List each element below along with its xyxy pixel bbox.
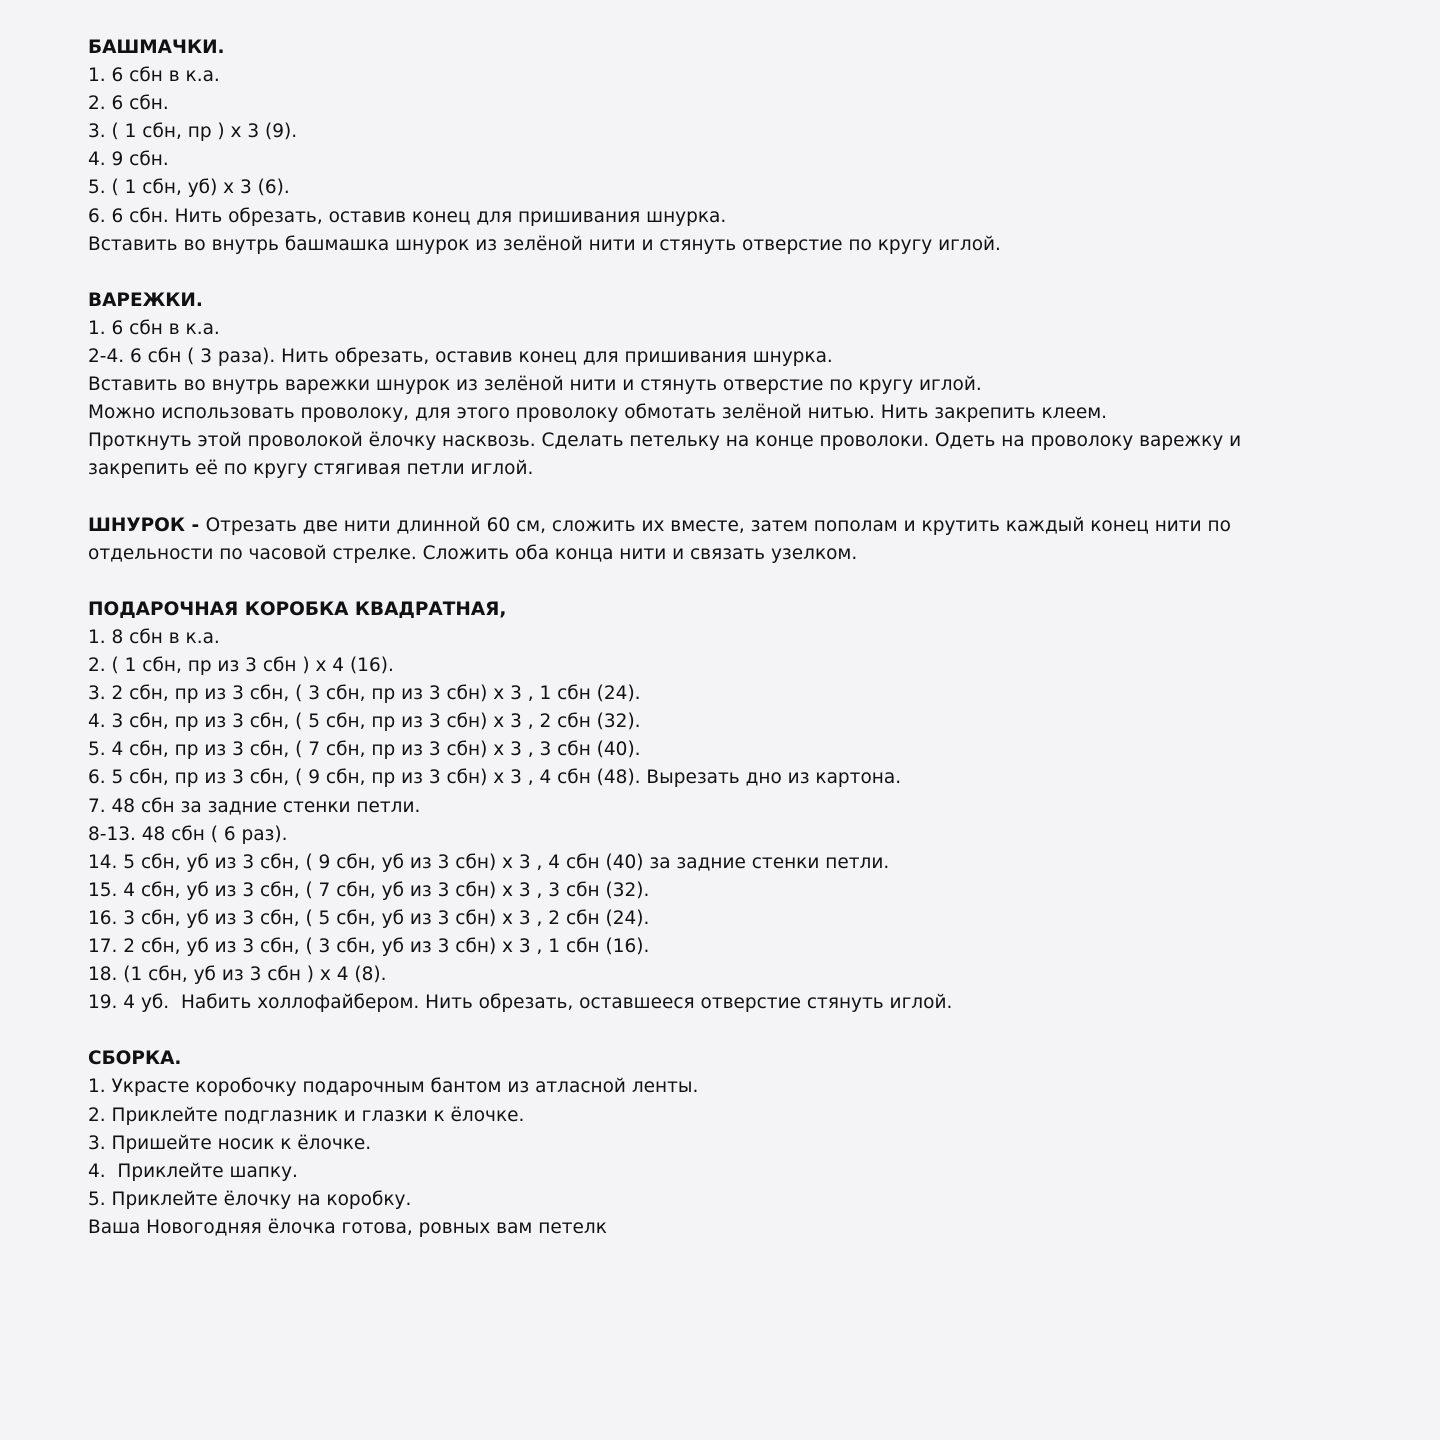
gift-box-line: 15. 4 сбн, уб из 3 сбн, ( 7 сбн, уб из 3 сбн) х 3 , 3 сбн (32). xyxy=(88,879,650,901)
gift-box-line: 3. 2 сбн, пр из 3 сбн, ( 3 сбн, пр из 3 сбн) х 3 , 1 сбн (24). xyxy=(88,683,641,705)
gift-box-line: 4. 3 сбн, пр из 3 сбн, ( 5 сбн, пр из 3 сбн) х 3 , 2 сбн (32). xyxy=(88,711,641,733)
gift-box-line: 7. 48 сбн за задние стенки петли. xyxy=(88,795,421,817)
section-title-mittens: ВАРЕЖКИ. xyxy=(88,289,203,311)
gift-box-line: 6. 5 сбн, пр из 3 сбн, ( 9 сбн, пр из 3 сбн) х 3 , 4 сбн (48). Вырезать дно из картона. xyxy=(88,767,902,789)
mittens-line: Вставить во внутрь варежки шнурок из зелёной нити и стянуть отверстие по кругу иглой. xyxy=(88,374,982,396)
boots-line: Вставить во внутрь башмашка шнурок из зелёной нити и стянуть отверстие по кругу иглой. xyxy=(88,233,1001,255)
gift-box-line: 2. ( 1 сбн, пр из 3 сбн ) х 4 (16). xyxy=(88,655,394,677)
gift-box-line: 16. 3 сбн, уб из 3 сбн, ( 5 сбн, уб из 3 сбн) х 3 , 2 сбн (24). xyxy=(88,907,650,929)
section-assembly xyxy=(88,1045,1378,1242)
gift-box-line: 19. 4 уб. Набить холлофайбером. Нить обрезать, оставшееся отверстие стянуть иглой. xyxy=(88,992,953,1014)
assembly-line: 4. Приклейте шапку. xyxy=(88,1160,298,1182)
boots-line: 5. ( 1 сбн, уб) х 3 (6). xyxy=(88,177,290,199)
mittens-line: 1. 6 сбн в к.а. xyxy=(88,317,220,339)
mittens-line: закрепить её по кругу стягивая петли иглой. xyxy=(88,458,534,480)
boots-line: 3. ( 1 сбн, пр ) х 3 (9). xyxy=(88,121,298,143)
document-page xyxy=(88,34,1378,1270)
section-title-gift-box: ПОДАРОЧНАЯ КОРОБКА КВАДРАТНАЯ, xyxy=(88,598,507,620)
boots-line: 6. 6 сбн. Нить обрезать, оставив конец для пришивания шнурка. xyxy=(88,205,727,227)
gift-box-line: 5. 4 сбн, пр из 3 сбн, ( 7 сбн, пр из 3 сбн) х 3 , 3 сбн (40). xyxy=(88,739,641,761)
section-mittens xyxy=(88,287,1378,484)
assembly-line: Ваша Новогодняя ёлочка готова, ровных вам петелк xyxy=(88,1216,607,1238)
assembly-line: 1. Украсте коробочку подарочным бантом из атласной ленты. xyxy=(88,1076,699,1098)
boots-line: 1. 6 сбн в к.а. xyxy=(88,65,220,87)
assembly-line: 5. Приклейте ёлочку на коробку. xyxy=(88,1188,412,1210)
section-gift-box xyxy=(88,596,1378,1017)
cord-text-1: Отрезать две нити длинной 60 см, сложить их вместе, затем пополам и крутить каждый конец нити по xyxy=(205,514,1231,536)
assembly-line: 3. Пришейте носик к ёлочке. xyxy=(88,1132,372,1154)
section-title-boots: БАШМАЧКИ. xyxy=(88,37,225,58)
gift-box-line: 14. 5 сбн, уб из 3 сбн, ( 9 сбн, уб из 3 сбн) х 3 , 4 сбн (40) за задние стенки петли. xyxy=(88,851,890,873)
section-boots xyxy=(88,34,1378,259)
cord-line-1 xyxy=(88,512,1378,540)
boots-line: 2. 6 сбн. xyxy=(88,93,169,115)
mittens-line: Можно использовать проволоку, для этого проволоку обмотать зелёной нитью. Нить закрепить клеем. xyxy=(88,402,1108,424)
gift-box-line: 17. 2 сбн, уб из 3 сбн, ( 3 сбн, уб из 3 сбн) х 3 , 1 сбн (16). xyxy=(88,936,650,957)
mittens-line: 2-4. 6 сбн ( 3 раза). Нить обрезать, оставив конец для пришивания шнурка. xyxy=(88,346,833,368)
section-title-cord: ШНУРОК - xyxy=(88,514,206,536)
mittens-line: Проткнуть этой проволокой ёлочку насквозь. Сделать петельку на конце проволоки. Одеть на проволоку варежку и xyxy=(88,430,1242,452)
section-cord xyxy=(88,512,1378,568)
assembly-line: 2. Приклейте подглазник и глазки к ёлочке. xyxy=(88,1104,525,1126)
gift-box-line: 8-13. 48 сбн ( 6 раз). xyxy=(88,823,288,845)
gift-box-line: 1. 8 сбн в к.а. xyxy=(88,626,220,648)
gift-box-line: 18. (1 сбн, уб из 3 сбн ) х 4 (8). xyxy=(88,964,387,986)
section-title-assembly: СБОРКА. xyxy=(88,1048,182,1070)
boots-line: 4. 9 сбн. xyxy=(88,149,169,171)
cord-line-2: отдельности по часовой стрелке. Сложить оба конца нити и связать узелком. xyxy=(88,542,858,564)
